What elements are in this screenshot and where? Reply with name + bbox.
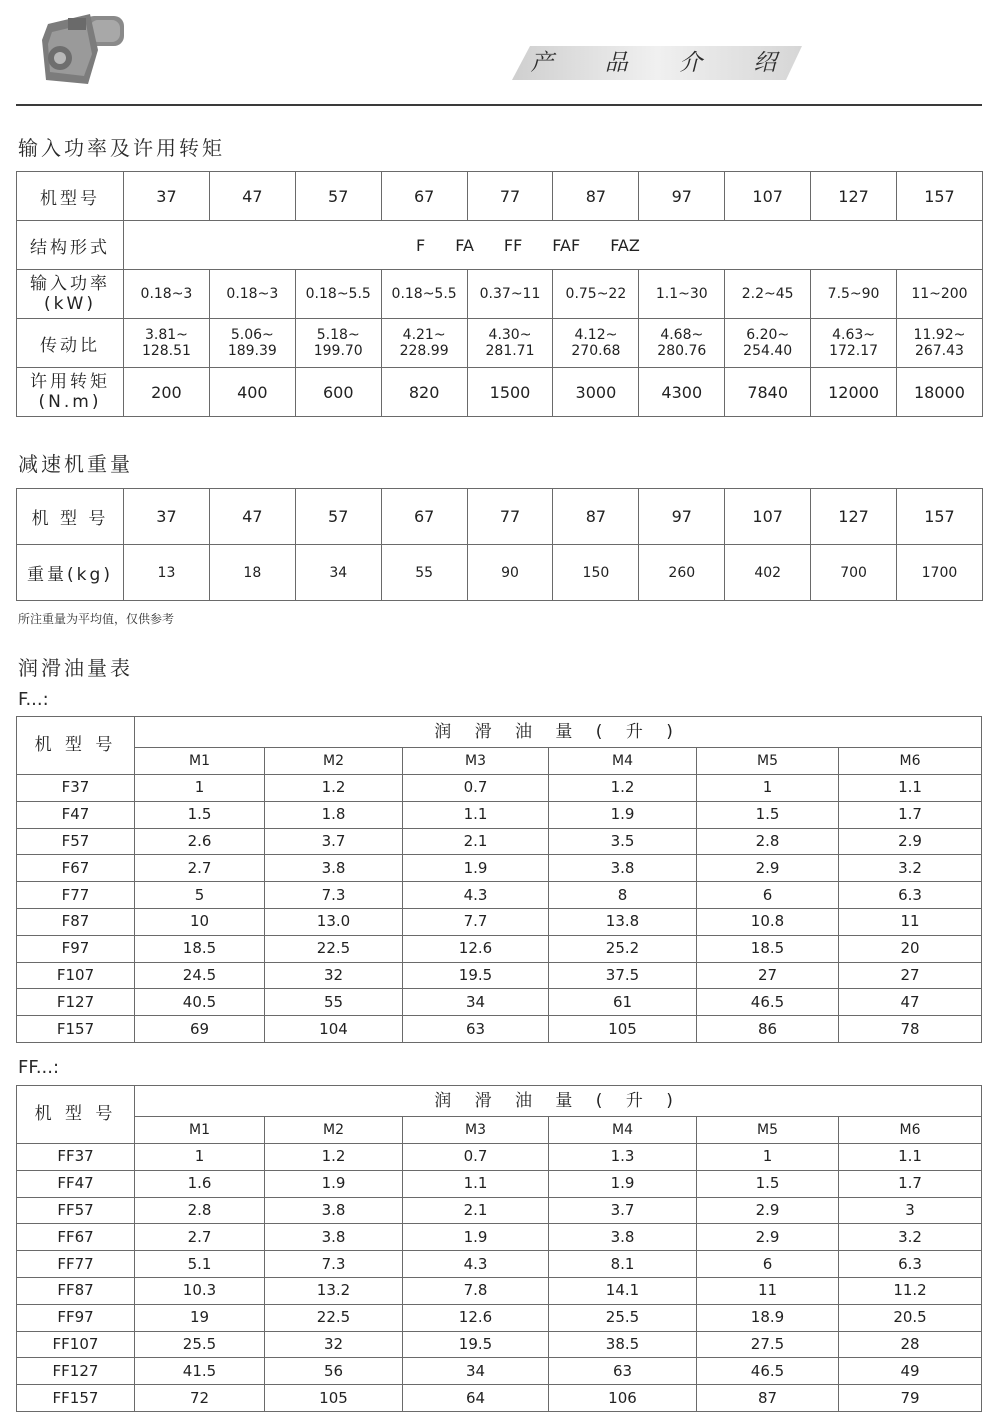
model-cell: F157 [17, 1016, 135, 1043]
gear-reducer-image [38, 10, 130, 90]
oil-volume-cell: 0.7 [403, 1144, 549, 1171]
torque-cell: 3000 [553, 368, 639, 417]
volume-label: 润 滑 油 量 ( 升 ) [135, 717, 982, 748]
structure-form: FA [455, 235, 474, 255]
model-cell: 127 [811, 489, 897, 545]
table-row [17, 172, 983, 221]
oil-volume-cell: 2.9 [839, 828, 982, 855]
position-header: M4 [549, 1117, 697, 1144]
model-cell: F87 [17, 908, 135, 935]
model-label: 机 型 号 [17, 717, 135, 775]
model-cell: 57 [295, 172, 381, 221]
ratio-high: 280.76 [657, 343, 707, 359]
oil-volume-cell: 37.5 [549, 962, 697, 989]
structure-forms-cell [124, 221, 983, 270]
oil-volume-cell: 20 [839, 935, 982, 962]
ratio-cell [381, 319, 467, 368]
oil-volume-cell: 3.7 [265, 828, 403, 855]
model-cell: F97 [17, 935, 135, 962]
torque-cell: 7840 [725, 368, 811, 417]
oil-volume-cell: 0.7 [403, 775, 549, 802]
oil-volume-cell: 63 [549, 1358, 697, 1385]
oil-table-f [16, 716, 982, 1043]
oil-volume-cell: 46.5 [697, 989, 839, 1016]
weight-cell: 90 [467, 545, 553, 601]
table-row [17, 1224, 982, 1251]
table-row [17, 545, 983, 601]
ratio-high: 199.70 [313, 343, 363, 359]
ratio-cell [553, 319, 639, 368]
table-row [17, 221, 983, 270]
section-title-power: 输入功率及许用转矩 [18, 136, 225, 160]
oil-volume-cell: 3.8 [265, 1224, 403, 1251]
table-row [17, 1086, 982, 1117]
oil-volume-cell: 64 [403, 1385, 549, 1412]
torque-cell: 1500 [467, 368, 553, 417]
table-row [17, 748, 982, 775]
oil-volume-cell: 6 [697, 882, 839, 909]
model-cell: 157 [897, 489, 983, 545]
oil-volume-cell: 27 [697, 962, 839, 989]
model-cell: F37 [17, 775, 135, 802]
oil-volume-cell: 4.3 [403, 882, 549, 909]
torque-cell: 4300 [639, 368, 725, 417]
table-row [17, 1170, 982, 1197]
ratio-label: 传动比 [17, 319, 124, 368]
model-cell: 127 [811, 172, 897, 221]
ratio-high: 228.99 [399, 343, 449, 359]
ratio-high: 172.17 [829, 343, 879, 359]
ratio-low: 5.18~ [316, 327, 360, 343]
oil-volume-cell: 1 [697, 1144, 839, 1171]
power-cell: 0.75~22 [553, 270, 639, 319]
volume-label: 润 滑 油 量 ( 升 ) [135, 1086, 982, 1117]
torque-cell: 600 [295, 368, 381, 417]
position-header: M1 [135, 748, 265, 775]
oil-volume-cell: 1.8 [265, 801, 403, 828]
power-torque-table [16, 171, 983, 417]
oil-volume-cell: 1.2 [265, 775, 403, 802]
oil-volume-cell: 34 [403, 1358, 549, 1385]
ratio-cell [467, 319, 553, 368]
ratio-low: 4.68~ [660, 327, 704, 343]
oil-volume-cell: 78 [839, 1016, 982, 1043]
oil-volume-cell: 18.5 [697, 935, 839, 962]
oil-volume-cell: 5.1 [135, 1251, 265, 1278]
oil-volume-cell: 19.5 [403, 962, 549, 989]
oil-volume-cell: 3.2 [839, 1224, 982, 1251]
oil-volume-cell: 7.3 [265, 1251, 403, 1278]
model-cell: F127 [17, 989, 135, 1016]
position-header: M5 [697, 1117, 839, 1144]
ratio-low: 4.21~ [402, 327, 446, 343]
oil-volume-cell: 105 [549, 1016, 697, 1043]
torque-cell: 18000 [897, 368, 983, 417]
model-cell: FF57 [17, 1197, 135, 1224]
ratio-cell [295, 319, 381, 368]
oil-volume-cell: 1 [697, 775, 839, 802]
torque-cell: 12000 [811, 368, 897, 417]
oil-volume-cell: 28 [839, 1331, 982, 1358]
model-cell: FF67 [17, 1224, 135, 1251]
table-row [17, 1331, 982, 1358]
model-cell: F77 [17, 882, 135, 909]
oil-volume-cell: 72 [135, 1385, 265, 1412]
oil-volume-cell: 7.3 [265, 882, 403, 909]
oil-volume-cell: 1.9 [549, 1170, 697, 1197]
ratio-cell [725, 319, 811, 368]
power-cell: 0.18~3 [124, 270, 210, 319]
oil-volume-cell: 1.7 [839, 1170, 982, 1197]
banner-title: 产 品 介 绍 [530, 50, 799, 76]
table-row [17, 1304, 982, 1331]
model-cell: 47 [209, 489, 295, 545]
model-cell: 57 [295, 489, 381, 545]
power-label: 输入功率 (kW) [17, 270, 124, 319]
oil-volume-cell: 10.8 [697, 908, 839, 935]
oil-volume-cell: 10 [135, 908, 265, 935]
oil-volume-cell: 1.3 [549, 1144, 697, 1171]
structure-label: 结构形式 [17, 221, 124, 270]
oil-volume-cell: 22.5 [265, 935, 403, 962]
oil-volume-cell: 1.9 [403, 1224, 549, 1251]
position-header: M2 [265, 1117, 403, 1144]
model-cell: FF87 [17, 1277, 135, 1304]
oil-volume-cell: 1.9 [265, 1170, 403, 1197]
ratio-high: 267.43 [914, 343, 964, 359]
oil-volume-cell: 13.0 [265, 908, 403, 935]
table-row [17, 989, 982, 1016]
structure-form: FF [503, 235, 523, 255]
f-subtitle: F...: [18, 689, 49, 710]
oil-volume-cell: 61 [549, 989, 697, 1016]
oil-volume-cell: 18.5 [135, 935, 265, 962]
oil-volume-cell: 1.6 [135, 1170, 265, 1197]
power-cell: 7.5~90 [811, 270, 897, 319]
model-cell: 97 [639, 172, 725, 221]
oil-volume-cell: 87 [697, 1385, 839, 1412]
torque-cell: 400 [209, 368, 295, 417]
oil-volume-cell: 86 [697, 1016, 839, 1043]
structure-form: FAZ [610, 235, 640, 255]
position-header: M3 [403, 1117, 549, 1144]
model-cell: 37 [124, 489, 210, 545]
oil-volume-cell: 104 [265, 1016, 403, 1043]
oil-volume-cell: 49 [839, 1358, 982, 1385]
section-title-oil: 润滑油量表 [18, 656, 133, 680]
model-cell: 77 [467, 489, 553, 545]
model-cell: FF47 [17, 1170, 135, 1197]
table-row [17, 1144, 982, 1171]
oil-volume-cell: 47 [839, 989, 982, 1016]
weight-cell: 13 [124, 545, 210, 601]
position-header: M2 [265, 748, 403, 775]
model-cell: 107 [725, 489, 811, 545]
oil-volume-cell: 2.7 [135, 1224, 265, 1251]
oil-volume-cell: 11 [697, 1277, 839, 1304]
table-row [17, 828, 982, 855]
oil-volume-cell: 3.5 [549, 828, 697, 855]
model-cell: FF97 [17, 1304, 135, 1331]
oil-volume-cell: 1 [135, 1144, 265, 1171]
oil-volume-cell: 1.1 [403, 801, 549, 828]
ratio-low: 4.12~ [574, 327, 618, 343]
model-cell: F67 [17, 855, 135, 882]
table-row [17, 908, 982, 935]
power-cell: 0.37~11 [467, 270, 553, 319]
ff-subtitle: FF...: [18, 1057, 60, 1078]
model-cell: F57 [17, 828, 135, 855]
oil-volume-cell: 55 [265, 989, 403, 1016]
ratio-high: 189.39 [227, 343, 277, 359]
oil-volume-cell: 27.5 [697, 1331, 839, 1358]
oil-volume-cell: 4.3 [403, 1251, 549, 1278]
oil-volume-cell: 8.1 [549, 1251, 697, 1278]
model-cell: 67 [381, 172, 467, 221]
model-cell: F47 [17, 801, 135, 828]
weight-cell: 1700 [897, 545, 983, 601]
oil-volume-cell: 11.2 [839, 1277, 982, 1304]
oil-volume-cell: 32 [265, 1331, 403, 1358]
model-cell: F107 [17, 962, 135, 989]
torque-cell: 820 [381, 368, 467, 417]
table-row [17, 1385, 982, 1412]
oil-volume-cell: 105 [265, 1385, 403, 1412]
oil-volume-cell: 10.3 [135, 1277, 265, 1304]
oil-volume-cell: 2.1 [403, 1197, 549, 1224]
oil-volume-cell: 3.7 [549, 1197, 697, 1224]
table-row [17, 1251, 982, 1278]
oil-volume-cell: 3.8 [265, 855, 403, 882]
table-row [17, 775, 982, 802]
oil-volume-cell: 27 [839, 962, 982, 989]
ratio-low: 11.92~ [913, 327, 966, 343]
position-header: M1 [135, 1117, 265, 1144]
oil-volume-cell: 38.5 [549, 1331, 697, 1358]
oil-volume-cell: 1.9 [549, 801, 697, 828]
model-cell: 47 [209, 172, 295, 221]
oil-volume-cell: 3 [839, 1197, 982, 1224]
position-header: M5 [697, 748, 839, 775]
oil-volume-cell: 2.8 [697, 828, 839, 855]
weight-table [16, 488, 983, 601]
model-cell: 67 [381, 489, 467, 545]
oil-volume-cell: 3.8 [549, 855, 697, 882]
header-label: 机 型 号 [17, 489, 124, 545]
weight-note: 所注重量为平均值，仅供参考 [18, 612, 175, 626]
oil-volume-cell: 1.7 [839, 801, 982, 828]
model-label: 机 型 号 [17, 1086, 135, 1144]
power-cell: 1.1~30 [639, 270, 725, 319]
oil-volume-cell: 1.5 [697, 801, 839, 828]
oil-volume-cell: 19.5 [403, 1331, 549, 1358]
ratio-low: 3.81~ [144, 327, 188, 343]
header-label: 机型号 [17, 172, 124, 221]
weight-cell: 700 [811, 545, 897, 601]
ratio-low: 4.30~ [488, 327, 532, 343]
model-cell: FF107 [17, 1331, 135, 1358]
table-row [17, 935, 982, 962]
position-header: M4 [549, 748, 697, 775]
ratio-low: 4.63~ [832, 327, 876, 343]
oil-volume-cell: 1.5 [697, 1170, 839, 1197]
oil-volume-cell: 13.8 [549, 908, 697, 935]
power-cell: 11~200 [897, 270, 983, 319]
oil-volume-cell: 7.8 [403, 1277, 549, 1304]
header-divider [16, 104, 982, 106]
weight-cell: 150 [553, 545, 639, 601]
oil-volume-cell: 3.2 [839, 855, 982, 882]
model-cell: 97 [639, 489, 725, 545]
table-row [17, 1117, 982, 1144]
oil-volume-cell: 14.1 [549, 1277, 697, 1304]
oil-volume-cell: 12.6 [403, 935, 549, 962]
ratio-cell [811, 319, 897, 368]
oil-volume-cell: 25.5 [549, 1304, 697, 1331]
position-header: M3 [403, 748, 549, 775]
weight-cell: 55 [381, 545, 467, 601]
oil-volume-cell: 25.2 [549, 935, 697, 962]
oil-volume-cell: 56 [265, 1358, 403, 1385]
power-cell: 0.18~5.5 [295, 270, 381, 319]
weight-cell: 18 [209, 545, 295, 601]
table-row [17, 962, 982, 989]
oil-volume-cell: 3.8 [549, 1224, 697, 1251]
oil-volume-cell: 2.8 [135, 1197, 265, 1224]
structure-form: F [416, 235, 426, 255]
table-row [17, 717, 982, 748]
ratio-cell [897, 319, 983, 368]
table-row [17, 270, 983, 319]
oil-volume-cell: 2.1 [403, 828, 549, 855]
table-row [17, 882, 982, 909]
oil-volume-cell: 1.1 [839, 775, 982, 802]
oil-table-ff [16, 1085, 982, 1412]
position-header: M6 [839, 1117, 982, 1144]
oil-volume-cell: 40.5 [135, 989, 265, 1016]
oil-volume-cell: 7.7 [403, 908, 549, 935]
oil-volume-cell: 41.5 [135, 1358, 265, 1385]
oil-volume-cell: 25.5 [135, 1331, 265, 1358]
oil-volume-cell: 1.1 [839, 1144, 982, 1171]
ratio-high: 254.40 [743, 343, 793, 359]
position-header: M6 [839, 748, 982, 775]
oil-volume-cell: 63 [403, 1016, 549, 1043]
oil-volume-cell: 20.5 [839, 1304, 982, 1331]
oil-volume-cell: 1 [135, 775, 265, 802]
weight-cell: 34 [295, 545, 381, 601]
oil-volume-cell: 11 [839, 908, 982, 935]
ratio-low: 5.06~ [230, 327, 274, 343]
oil-volume-cell: 18.9 [697, 1304, 839, 1331]
model-cell: FF77 [17, 1251, 135, 1278]
oil-volume-cell: 1.2 [265, 1144, 403, 1171]
weight-cell: 260 [639, 545, 725, 601]
ratio-cell [124, 319, 210, 368]
structure-form: FAF [552, 235, 581, 255]
table-row [17, 368, 983, 417]
table-row [17, 855, 982, 882]
oil-volume-cell: 6.3 [839, 1251, 982, 1278]
ratio-cell [209, 319, 295, 368]
oil-volume-cell: 32 [265, 962, 403, 989]
table-row [17, 1277, 982, 1304]
oil-volume-cell: 2.6 [135, 828, 265, 855]
torque-cell: 200 [124, 368, 210, 417]
power-cell: 0.18~3 [209, 270, 295, 319]
model-cell: FF37 [17, 1144, 135, 1171]
ratio-high: 281.71 [485, 343, 535, 359]
oil-volume-cell: 5 [135, 882, 265, 909]
oil-volume-cell: 79 [839, 1385, 982, 1412]
table-row [17, 319, 983, 368]
oil-volume-cell: 106 [549, 1385, 697, 1412]
oil-volume-cell: 1.1 [403, 1170, 549, 1197]
table-row [17, 1358, 982, 1385]
model-cell: FF157 [17, 1385, 135, 1412]
oil-volume-cell: 2.9 [697, 855, 839, 882]
section-title-weight: 减速机重量 [18, 452, 133, 476]
oil-volume-cell: 46.5 [697, 1358, 839, 1385]
model-cell: 87 [553, 489, 639, 545]
oil-volume-cell: 2.7 [135, 855, 265, 882]
torque-label: 许用转矩 (N.m) [17, 368, 124, 417]
oil-volume-cell: 22.5 [265, 1304, 403, 1331]
oil-volume-cell: 69 [135, 1016, 265, 1043]
power-cell: 0.18~5.5 [381, 270, 467, 319]
ratio-high: 128.51 [141, 343, 191, 359]
model-cell: 77 [467, 172, 553, 221]
ratio-low: 6.20~ [746, 327, 790, 343]
oil-volume-cell: 2.9 [697, 1224, 839, 1251]
table-row [17, 801, 982, 828]
oil-volume-cell: 13.2 [265, 1277, 403, 1304]
model-cell: 157 [897, 172, 983, 221]
model-cell: 37 [124, 172, 210, 221]
oil-volume-cell: 19 [135, 1304, 265, 1331]
ratio-high: 270.68 [571, 343, 621, 359]
oil-volume-cell: 6 [697, 1251, 839, 1278]
table-row [17, 1197, 982, 1224]
ratio-cell [639, 319, 725, 368]
oil-volume-cell: 6.3 [839, 882, 982, 909]
power-cell: 2.2~45 [725, 270, 811, 319]
table-row [17, 489, 983, 545]
oil-volume-cell: 2.9 [697, 1197, 839, 1224]
model-cell: 87 [553, 172, 639, 221]
weight-cell: 402 [725, 545, 811, 601]
oil-volume-cell: 34 [403, 989, 549, 1016]
oil-volume-cell: 3.8 [265, 1197, 403, 1224]
oil-volume-cell: 1.9 [403, 855, 549, 882]
oil-volume-cell: 12.6 [403, 1304, 549, 1331]
oil-volume-cell: 8 [549, 882, 697, 909]
table-row [17, 1016, 982, 1043]
oil-volume-cell: 1.5 [135, 801, 265, 828]
model-cell: 107 [725, 172, 811, 221]
model-cell: FF127 [17, 1358, 135, 1385]
weight-label: 重量(kg) [17, 545, 124, 601]
page-header [0, 0, 1000, 110]
oil-volume-cell: 1.2 [549, 775, 697, 802]
oil-volume-cell: 24.5 [135, 962, 265, 989]
